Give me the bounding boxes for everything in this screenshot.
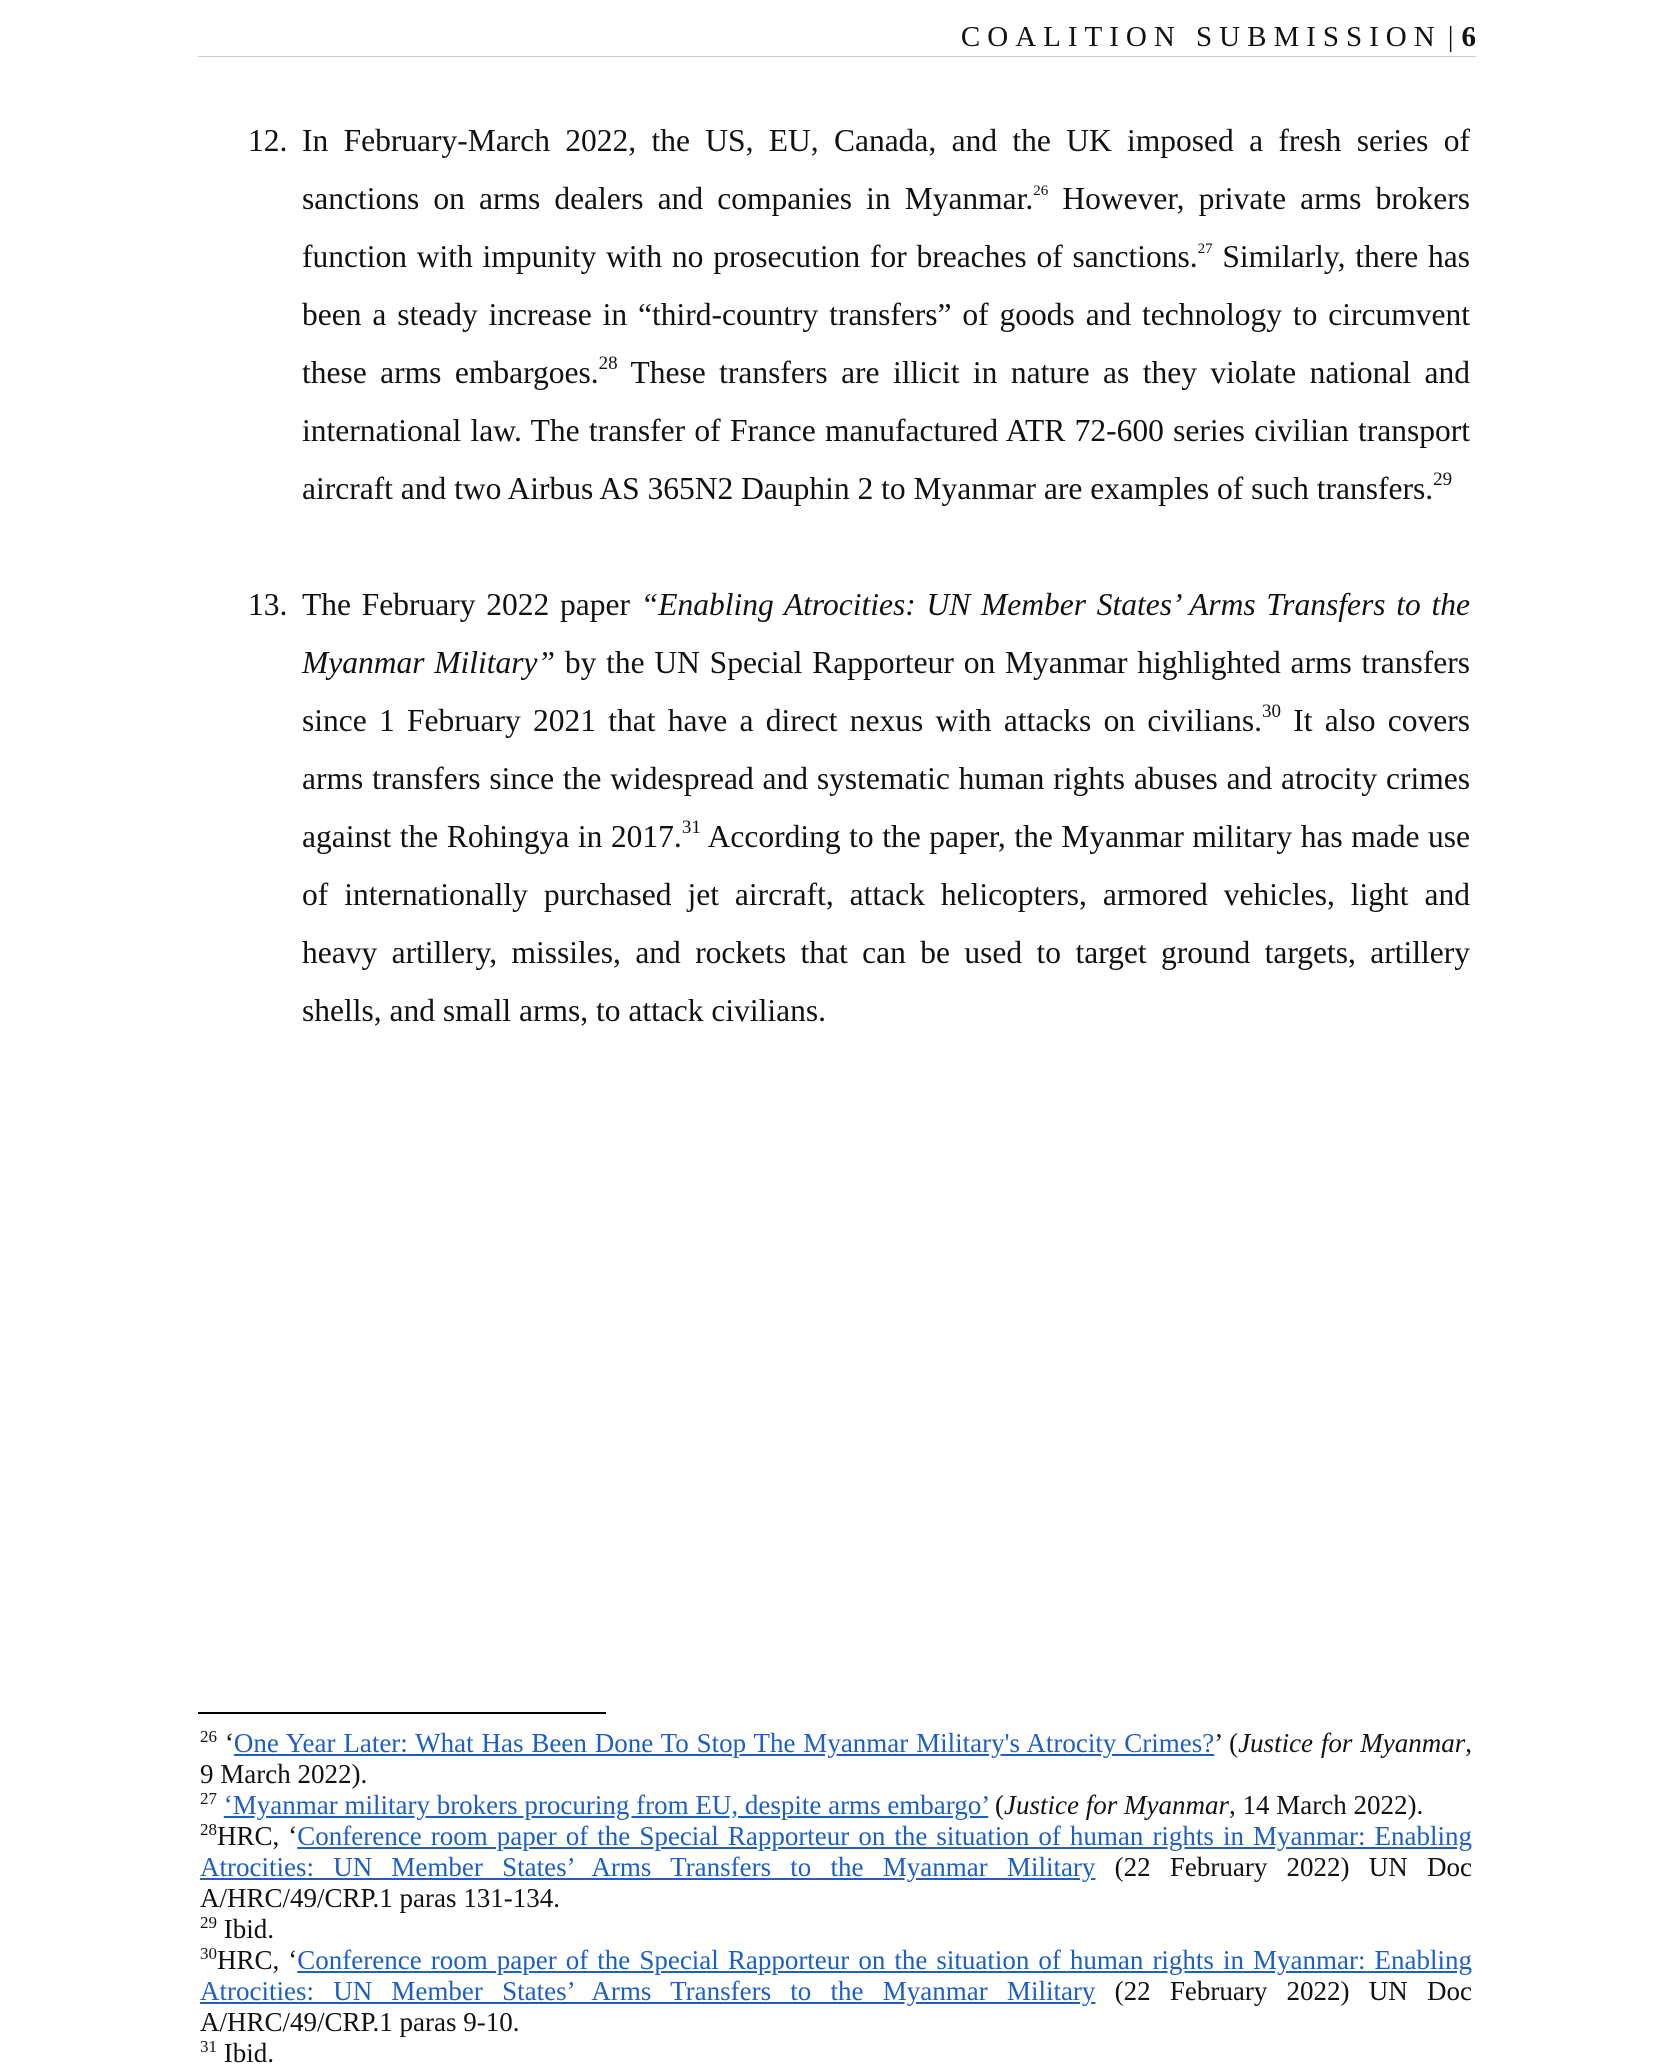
footnote-separator xyxy=(198,1712,606,1714)
footnote-29 xyxy=(200,1914,1472,1945)
paragraph-text: Similarly, there has been a steady increase in “third-country transfers” of goods and technology to circumvent these arms embargoes. xyxy=(302,239,1470,390)
page-header xyxy=(198,18,1476,57)
paper-title: “Enabling Atrocities: UN Member States’ Arms Transfers to the Myanmar Military” xyxy=(302,587,1470,680)
footnote-ref-30[interactable]: 30 xyxy=(1261,701,1281,722)
footnote-text: ’ ( xyxy=(1214,1728,1239,1758)
footnote-number: 27 xyxy=(200,1789,217,1808)
footnotes xyxy=(200,1728,1472,2069)
footnote-26 xyxy=(200,1728,1472,1790)
footnote-link[interactable]: ‘Myanmar military brokers procuring from EU, despite arms embargo’ xyxy=(223,1790,989,1820)
paragraph-text: These transfers are illicit in nature as they violate national and international law. The transfer of France manufactured ATR 72-600 series civilian transport aircraft and two Airbus AS 365N2 Dauphin 2 to Myanmar are examples of such transfers. xyxy=(302,355,1470,506)
footnote-number: 29 xyxy=(200,1913,217,1932)
footnote-text: HRC, ‘ xyxy=(217,1821,298,1851)
paragraph-text: by the UN Special Rapporteur on Myanmar highlighted arms transfers since 1 February 2021 that have a direct nexus with attacks on civilians. xyxy=(302,645,1471,738)
footnote-text: ( xyxy=(988,1790,1005,1820)
footnote-text: (22 February 2022) UN Doc A/HRC/49/CRP.1 paras 9-10. xyxy=(200,1976,1472,2037)
footnote-27 xyxy=(200,1790,1472,1821)
footnote-text xyxy=(217,1790,224,1820)
footnote-30 xyxy=(200,1945,1472,2038)
footnote-text: Ibid. xyxy=(217,1914,274,1944)
footnote-text: (22 February 2022) UN Doc A/HRC/49/CRP.1 paras 131-134. xyxy=(200,1852,1472,1913)
footnote-link[interactable]: Conference room paper of the Special Rapporteur on the situation of human rights in Myanmar: Enabling Atrocities: UN Member States’ Arms Transfers to the Myanmar Military xyxy=(200,1821,1472,1882)
footnote-text: , 14 March 2022). xyxy=(1228,1790,1424,1820)
paragraph-text: In February-March 2022, the US, EU, Canada, and the UK imposed a fresh series of sanctions on arms dealers and companies in Myanmar. xyxy=(302,123,1470,216)
footnote-31 xyxy=(200,2038,1472,2069)
paragraph-text: The February 2022 paper xyxy=(302,587,641,622)
header-separator: | xyxy=(1447,21,1454,53)
footnote-text: ‘ xyxy=(217,1728,234,1758)
footnote-ref-29[interactable]: 29 xyxy=(1433,469,1453,490)
document-body xyxy=(248,112,1470,1040)
footnote-ref-27[interactable]: 27 xyxy=(1197,241,1213,257)
footnote-number: 26 xyxy=(200,1727,217,1746)
footnote-text: , 9 March 2022). xyxy=(200,1728,1473,1789)
footnote-source: Justice for Myanmar xyxy=(1004,1790,1229,1820)
paragraph-text: According to the paper, the Myanmar military has made use of internationally purchased jet aircraft, attack helicopters, armored vehicles, light and heavy artillery, missiles, and rockets that can be used to target ground targets, artillery shells, and small arms, to attack civilians. xyxy=(302,819,1471,1028)
footnote-source: Justice for Myanmar xyxy=(1238,1728,1466,1758)
footnote-link[interactable]: Conference room paper of the Special Rapporteur on the situation of human rights in Myanmar: Enabling Atrocities: UN Member States’ Arms Transfers to the Myanmar Military xyxy=(200,1945,1472,2006)
footnote-link[interactable]: One Year Later: What Has Been Done To Stop The Myanmar Military's Atrocity Crimes? xyxy=(233,1728,1215,1758)
paragraph-12 xyxy=(248,112,1470,518)
paragraph-number: 12. xyxy=(248,123,288,158)
footnote-text: HRC, ‘ xyxy=(217,1945,298,1975)
paragraph-text: However, private arms brokers function with impunity with no prosecution for breaches of sanctions. xyxy=(302,181,1470,274)
footnote-number: 28 xyxy=(200,1820,217,1839)
footnote-text: Ibid. xyxy=(217,2038,274,2068)
footnote-28 xyxy=(200,1821,1472,1914)
footnote-ref-31[interactable]: 31 xyxy=(681,817,701,838)
footnote-ref-28[interactable]: 28 xyxy=(598,353,618,374)
page-number: 6 xyxy=(1461,21,1476,53)
header-title: COALITION SUBMISSION xyxy=(960,21,1442,53)
paragraph-13 xyxy=(248,576,1470,1040)
paragraph-number: 13. xyxy=(248,587,288,622)
footnote-ref-26[interactable]: 26 xyxy=(1033,183,1049,199)
paragraph-text: It also covers arms transfers since the widespread and systematic human rights abuses and atrocity crimes against the Rohingya in 2017. xyxy=(302,703,1470,854)
footnote-number: 30 xyxy=(200,1944,217,1963)
footnote-number: 31 xyxy=(200,2037,217,2056)
